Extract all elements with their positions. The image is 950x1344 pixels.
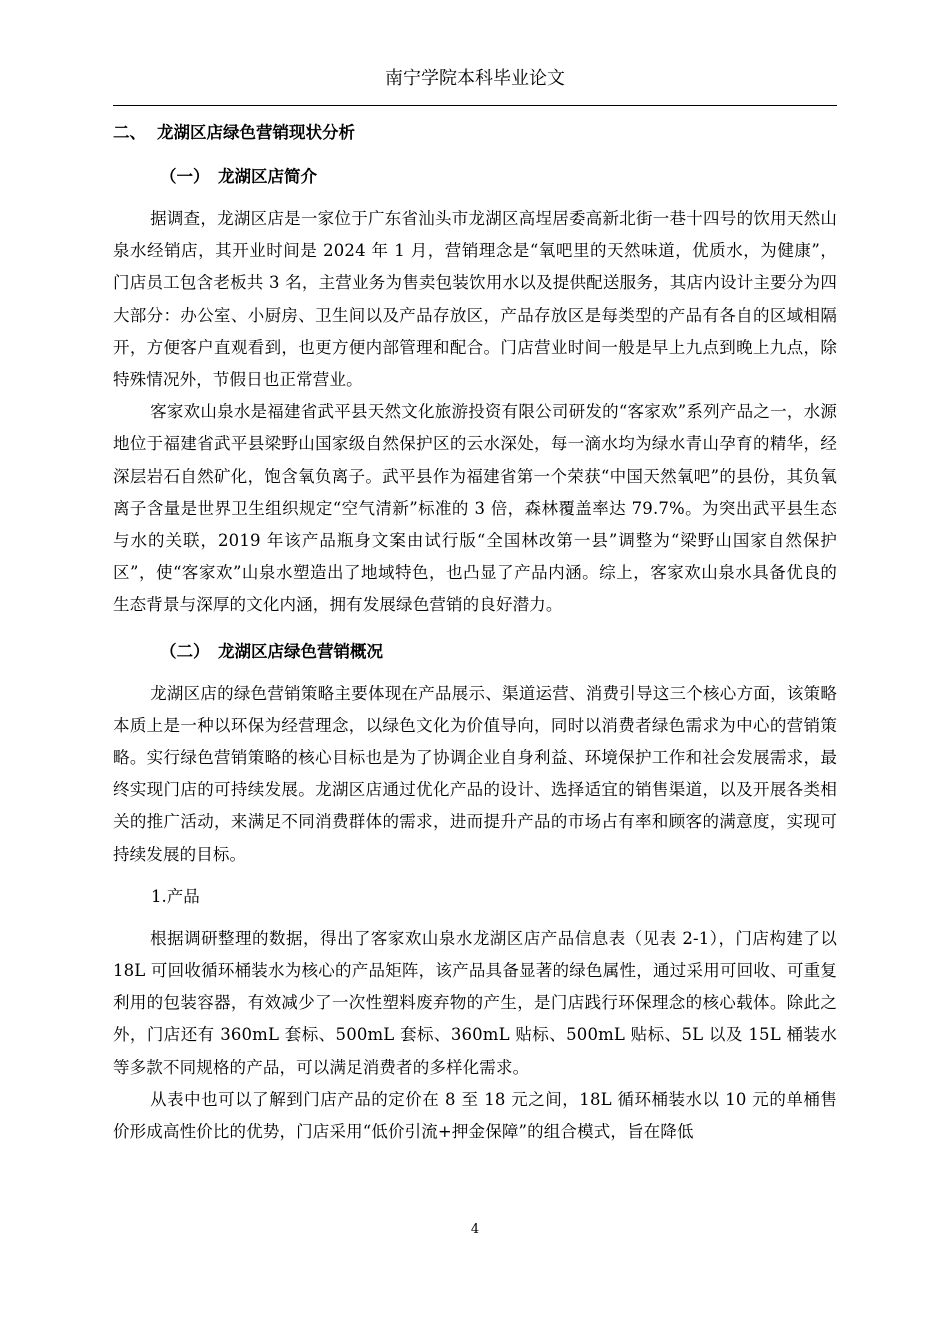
subsection-title: 龙湖区店简介 bbox=[218, 167, 317, 186]
subsubsection-heading: 1.产品 bbox=[151, 886, 200, 906]
section-number: 二、 bbox=[113, 123, 146, 142]
subsection-number: （二） bbox=[160, 641, 210, 661]
subsection-number: （一） bbox=[160, 167, 210, 186]
paragraph: 据调查，龙湖区店是一家位于广东省汕头市龙湖区高埕居委高新北街一巷十四号的饮用天然山泉水经销店，其开业时间是 2024 年 1 月，营销理念是“氧吧里的天然味道，优质水，为健康”，门店员工包含老板共 3 名，主营业务为售卖包装饮用水以及提供配送服务，其店内设计主要分为四大部分：办公室、小厨房、卫生间以及产品存放区，产品存放区是每类型的产品有各自的区域相隔开，方便客户直观看到，也更方便内部管理和配合。门店营业时间一般是早上九点到晚上九点，除特殊情况外，节假日也正常营业。 bbox=[113, 209, 837, 390]
subsection-heading-2 bbox=[113, 636, 837, 668]
paragraph: 客家欢山泉水是福建省武平县天然文化旅游投资有限公司研发的“客家欢”系列产品之一，水源地位于福建省武平县梁野山国家级自然保护区的云水深处，每一滴水均为绿水青山孕育的精华，经深层岩石自然矿化，饱含氧负离子。武平县作为福建省第一个荣获“中国天然氧吧”的县份，其负氧离子含量是世界卫生组织规定“空气清新”标准的 3 倍，森林覆盖率达 79.7%。为突出武平县生态与水的关联，2019 年该产品瓶身文案由试行版“全国林改第一县”调整为“梁野山国家自然保护区”，使“客家欢”山泉水塑造出了地域特色，也凸显了产品内涵。综上，客家欢山泉水具备优良的生态背景与深厚的文化内涵，拥有发展绿色营销的良好潜力。 bbox=[113, 402, 837, 615]
subsection-heading-1 bbox=[113, 161, 837, 193]
page-body bbox=[113, 116, 837, 1148]
page-number: 4 bbox=[470, 1222, 480, 1237]
paragraph: 从表中也可以了解到门店产品的定价在 8 至 18 元之间，18L 循环桶装水以 10 元的单桶售价形成高性价比的优势，门店采用“低价引流+押金保障”的组合模式，旨在降低 bbox=[113, 1089, 837, 1142]
header-rule bbox=[113, 105, 837, 106]
running-header: 南宁学院本科毕业论文 bbox=[385, 68, 565, 89]
paragraph: 根据调研整理的数据，得出了客家欢山泉水龙湖区店产品信息表（见表 2-1），门店构建了以 18L 可回收循环桶装水为核心的产品矩阵，该产品具备显著的绿色属性，通过采用可回收、可重复利用的包装容器，有效减少了一次性塑料废弃物的产生，是门店践行环保理念的核心载体。除此之外，门店还有 360mL 套标、500mL 套标、360mL 贴标、500mL 贴标、5L 以及 15L 桶装水等多款不同规格的产品，可以满足消费者的多样化需求。 bbox=[113, 928, 837, 1077]
section-heading bbox=[113, 117, 837, 149]
paragraph: 龙湖区店的绿色营销策略主要体现在产品展示、渠道运营、消费引导这三个核心方面，该策略本质上是一种以环保为经营理念，以绿色文化为价值导向，同时以消费者绿色需求为中心的营销策略。实行绿色营销策略的核心目标也是为了协调企业自身利益、环境保护工作和社会发展需求，最终实现门店的可持续发展。龙湖区店通过优化产品的设计、选择适宜的销售渠道，以及开展各类相关的推广活动，来满足不同消费群体的需求，进而提升产品的市场占有率和顾客的满意度，实现可持续发展的目标。 bbox=[113, 683, 837, 864]
subsection-title: 龙湖区店绿色营销概况 bbox=[218, 641, 383, 661]
section-title: 龙湖区店绿色营销现状分析 bbox=[157, 123, 355, 142]
